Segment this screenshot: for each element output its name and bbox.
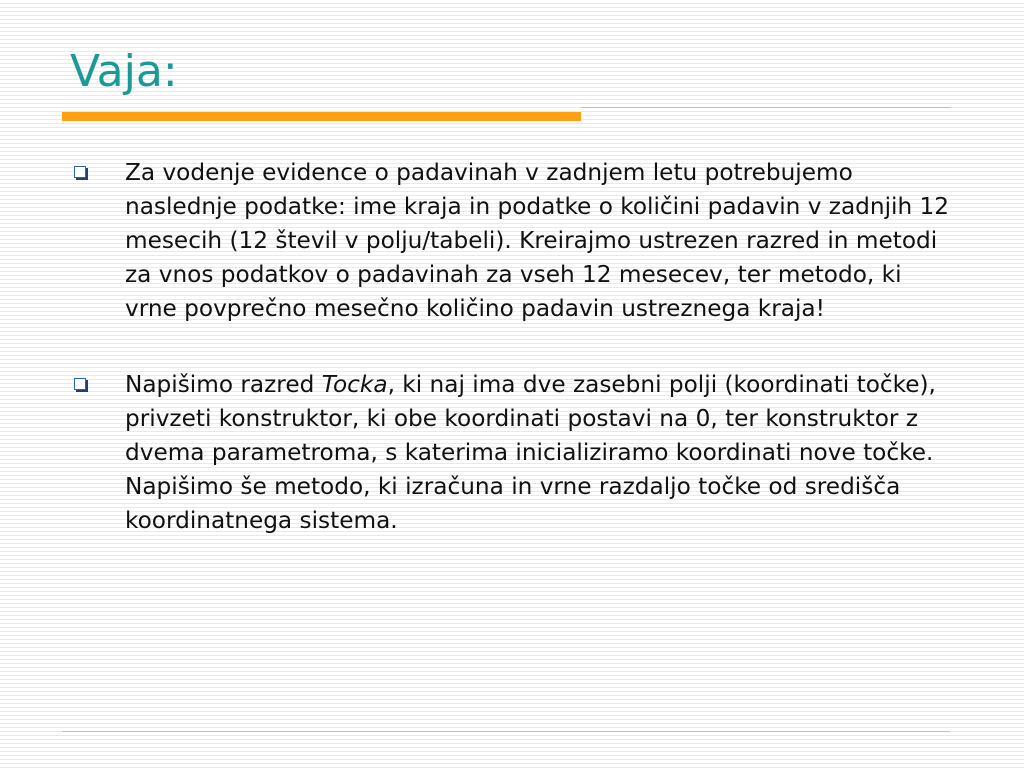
- title-underline-thin-line: [581, 107, 951, 108]
- footer-line: [62, 731, 950, 732]
- title-underline-bar: [62, 112, 581, 121]
- slide-title: Vaja:: [70, 46, 178, 97]
- class-name-italic: Tocka: [321, 371, 388, 398]
- bullet-text-after: , ki naj ima dve zasebni polji (koordinati točke), privzeti konstruktor, ki obe koordinati postavi na 0, ter konstruktor z dvema parametroma, s katerima inicializiramo koordinati nove točke. Napišimo še metodo, ki izračuna in vrne razdaljo točke od središča koordinatnega sistema.: [125, 371, 936, 534]
- bullet-text: [125, 368, 952, 538]
- checkbox-square-icon: [74, 378, 86, 390]
- bullet-item: [72, 368, 952, 538]
- bullet-text: Za vodenje evidence o padavinah v zadnjem letu potrebujemo naslednje podatke: ime kraja in podatke o količini padavin v zadnjih 12 mesecih (12 števil v polju/tabeli). Kreirajmo ustrezen razred in metodi za vnos podatkov o padavinah za vseh 12 mesecev, ter metodo, ki vrne povprečno mesečno količino padavin ustreznega kraja!: [125, 159, 950, 322]
- bullet-item: [72, 156, 952, 326]
- bullet-text-before: Napišimo razred: [125, 371, 322, 398]
- checkbox-square-icon: [74, 166, 86, 178]
- slide-content: [72, 156, 952, 538]
